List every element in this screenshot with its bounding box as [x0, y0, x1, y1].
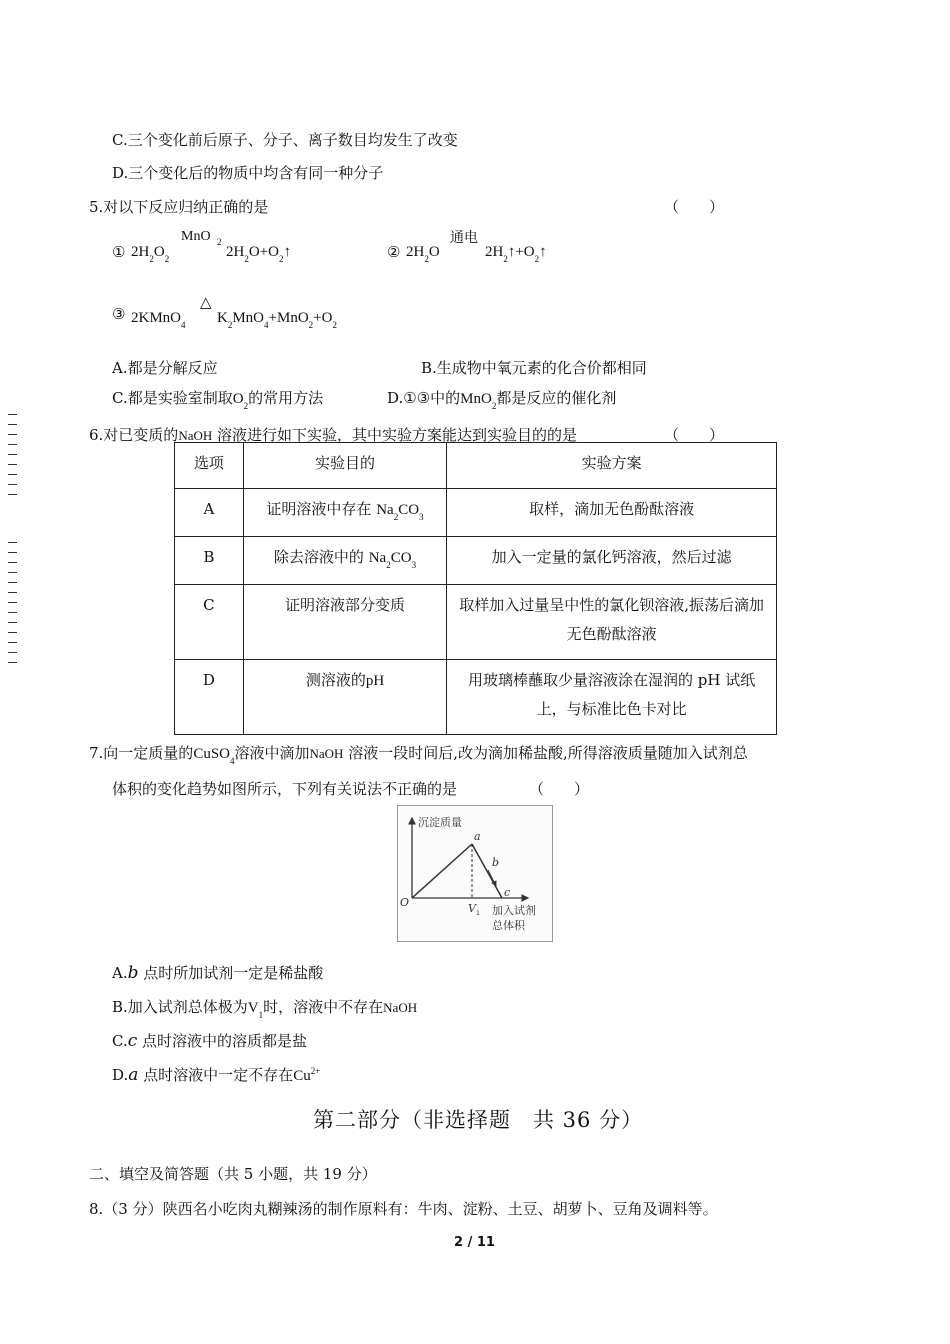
q7-option-d: D.a 点时溶液中一定不存在$Cu^{2+}$ — [112, 1065, 321, 1085]
row-plan: 用玻璃棒蘸取少量溶液涂在湿润的 pH 试纸上，与标准比色卡对比 — [447, 660, 777, 735]
q5-option-b: B.生成物中氧元素的化合价都相同 — [421, 359, 647, 377]
row-option: A — [175, 489, 244, 537]
q6-stem: 6.对已变质的NaOH 溶液进行如下实验，其中实验方案能达到实验目的的是 — [89, 426, 578, 444]
row-plan: 取样，滴加无色酚酞溶液 — [447, 489, 777, 537]
q6-answer-paren: （ ） — [664, 426, 725, 444]
row-plan: 加入一定量的氯化钙溶液，然后过滤 — [447, 537, 777, 585]
q7-option-b: B.加入试剂总体极为$V_1$时，溶液中不存在NaOH — [112, 998, 418, 1020]
q6-experiment-table — [174, 442, 777, 735]
q7-precipitate-graph — [397, 805, 553, 942]
falling-segment — [472, 844, 502, 898]
header-goal: 实验目的 — [243, 443, 446, 489]
eq2-number: ② — [387, 243, 401, 261]
q8-stem: 8.（3 分）陕西名小吃肉丸糊辣汤的制作原料有：牛肉、淀粉、土豆、胡萝卜、豆角及调料等。 — [89, 1200, 718, 1218]
q5-option-a: A.都是分解反应 — [112, 359, 218, 377]
graph-v1-label: V — [468, 902, 476, 915]
header-plan: 实验方案 — [447, 443, 777, 489]
eq1-number: ① — [112, 243, 126, 261]
eq1-catalyst: MnO — [181, 229, 211, 244]
row-option: D — [175, 660, 244, 735]
q7-option-a: A.b 点时所加试剂一定是稀盐酸 — [112, 963, 324, 983]
q7-stem-line1: 7.向一定质量的CuSO$_4$溶液中滴加NaOH 溶液一段时间后,改为滴加稀盐酸,所得溶液质量随加入试剂总 — [89, 744, 748, 766]
q5-stem: 5.对以下反应归纳正确的是 — [89, 198, 269, 216]
graph-point-b: b — [492, 856, 500, 869]
eq1-catalyst-sub: 2 — [217, 237, 222, 247]
eq3-number: ③ — [112, 305, 126, 323]
part-two-title: 第二部分（非选择题 共 36 分） — [313, 1108, 644, 1132]
table-header-row — [175, 443, 777, 489]
q7-option-c: C.c 点时溶液中的溶质都是盐 — [112, 1031, 308, 1051]
q4-option-c: C.三个变化前后原子、分子、离子数目均发生了改变 — [112, 131, 458, 149]
rising-segment — [412, 844, 472, 898]
row-goal: 证明溶液中存在 $Na_2CO_3$ — [243, 489, 446, 537]
row-option: B — [175, 537, 244, 585]
graph-x-label-1: 加入试剂 — [492, 904, 536, 917]
table-row — [175, 489, 777, 537]
q7-answer-paren: （ ） — [529, 780, 590, 798]
q5-option-c: C.都是实验室制取$O_2$的常用方法 — [112, 389, 324, 411]
row-goal: 除去溶液中的 $Na_2CO_3$ — [243, 537, 446, 585]
section-two-heading: 二、填空及简答题（共 5 小题，共 19 分） — [89, 1165, 377, 1183]
page-number: 2 / 11 — [454, 1235, 495, 1250]
graph-x-label-2: 总体积 — [492, 919, 525, 932]
q5-answer-paren: （ ） — [664, 198, 725, 216]
row-plan: 取样加入过量呈中性的氯化钡溶液,振荡后滴加无色酚酞溶液 — [447, 585, 777, 660]
eq3-condition: △ — [200, 293, 212, 311]
header-option: 选项 — [175, 443, 244, 489]
eq2-condition: 通电 — [450, 230, 478, 246]
graph-point-c: c — [504, 886, 511, 899]
svg-text:1: 1 — [476, 910, 480, 917]
q7-stem-line2: 体积的变化趋势如图所示，下列有关说法不正确的是 — [112, 780, 458, 798]
row-goal: 测溶液的pH — [243, 660, 446, 735]
row-goal: 证明溶液部分变质 — [243, 585, 446, 660]
graph-point-a: a — [474, 830, 481, 843]
q5-option-d: D.①③中的MnO$_2$都是反应的催化剂 — [387, 389, 617, 411]
q4-option-d: D.三个变化后的物质中均含有同一种分子 — [112, 164, 384, 182]
graph-origin: O — [400, 896, 410, 909]
graph-y-label: 沉淀质量 — [418, 816, 462, 829]
table-row — [175, 585, 777, 660]
table-row — [175, 660, 777, 735]
table-row — [175, 537, 777, 585]
row-option: C — [175, 585, 244, 660]
trend-arrow — [488, 870, 496, 886]
